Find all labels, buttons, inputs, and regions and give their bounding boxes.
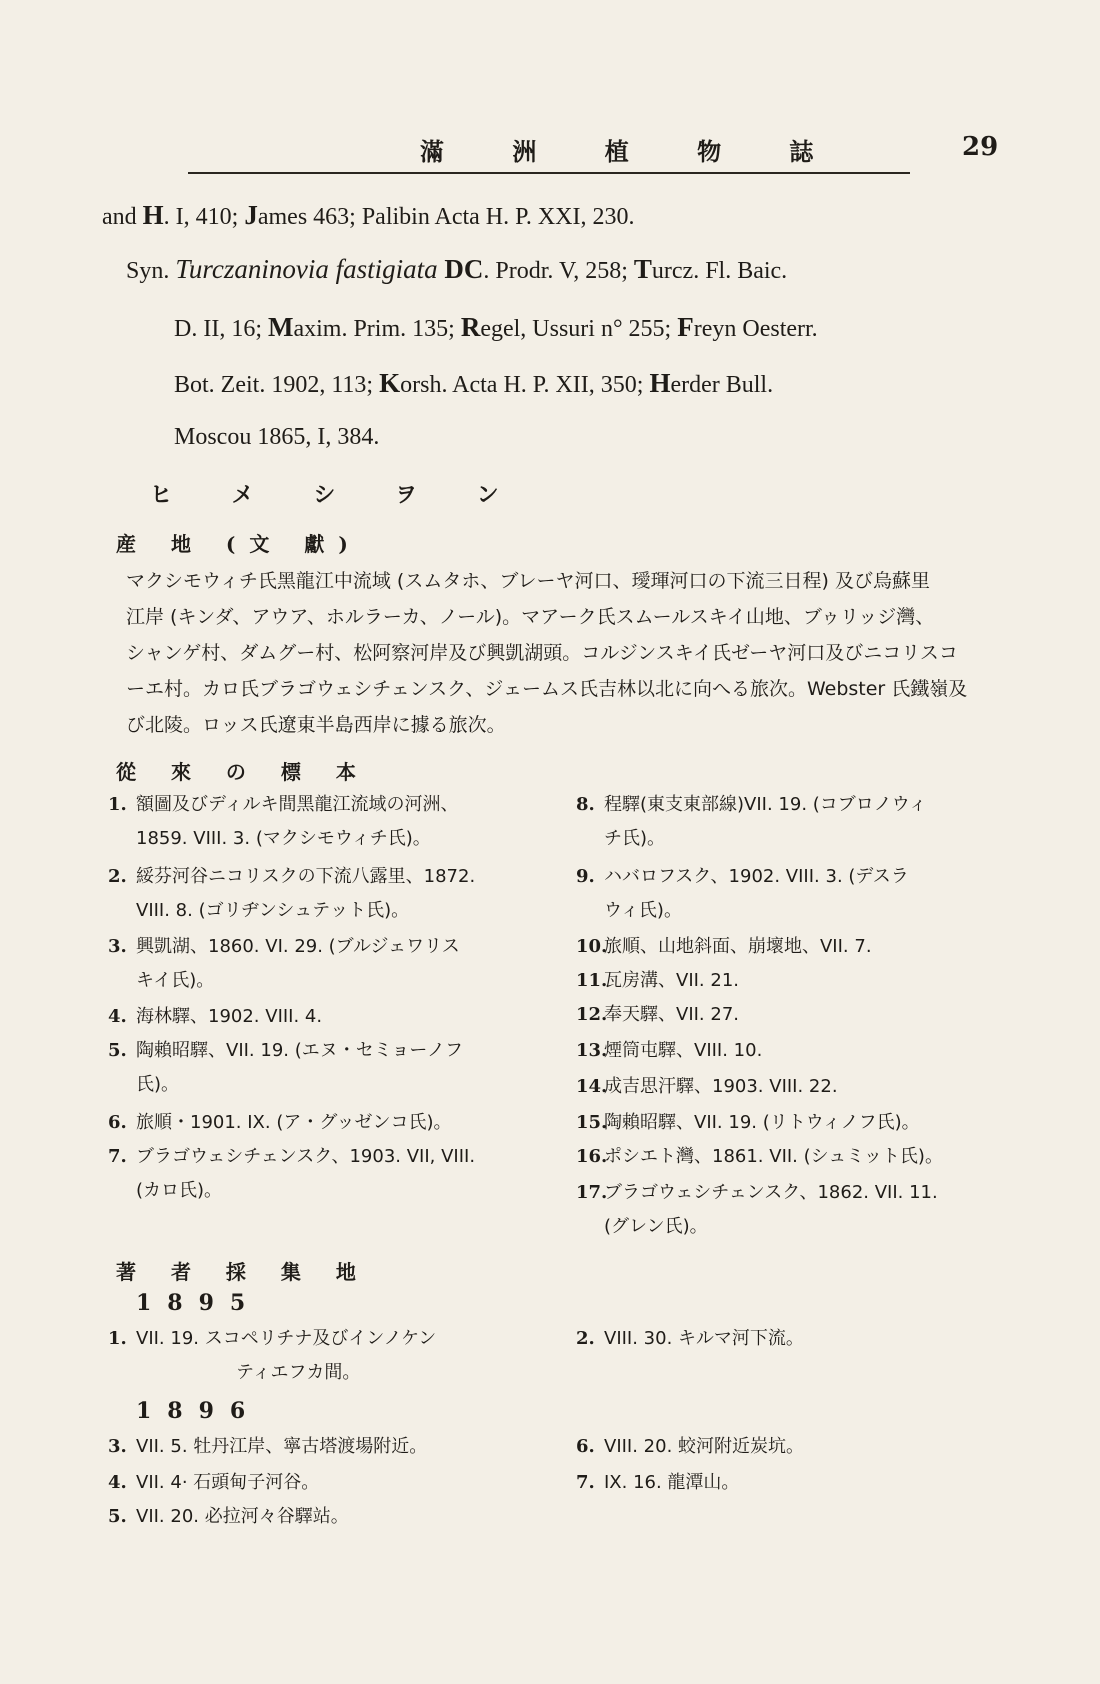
habitat-line: び北陵。ロッス氏遼東半島西岸に據る旅次。 — [126, 714, 506, 736]
specimen-item: 5. 陶賴昭驛、VII. 19. (エヌ・セミョーノフ 氏)。 — [108, 1040, 464, 1095]
header-rule — [188, 172, 910, 174]
site-item: 6. VIII. 20. 蛟河附近炭坑。 — [576, 1436, 805, 1457]
specimen-item: 7. ブラゴウェシチェンスク、1903. VII, VIII. (カロ氏)。 — [108, 1146, 476, 1201]
specimen-item: 16.ポシエト灣、1861. VII. (シュミット氏)。 — [576, 1146, 943, 1167]
specimen-item: 13.煙筒屯驛、VIII. 10. — [576, 1040, 763, 1061]
habitat-line: ーエ村。カロ氏ブラゴウェシチェンスク、ジェームス氏吉林以北に向へる旅次。Webster 氏鐵嶺及 — [126, 678, 968, 700]
year-1895: 1895 — [136, 1290, 262, 1316]
habitat-heading: 産 地 (文 獻) — [116, 532, 362, 556]
running-title: 滿 洲 植 物 誌 — [420, 137, 844, 166]
specimen-item: 9. ハバロフスク、1902. VIII. 3. (デスラ ウィ氏)。 — [576, 866, 909, 921]
specimen-item: 8. 程驛(東支東部線)VII. 19. (コブロノウィ チ氏)。 — [576, 794, 927, 849]
site-item: 5. VII. 20. 必拉河々谷驛站。 — [108, 1506, 349, 1527]
synonymy-line-4: Bot. Zeit. 1902, 113; Korsh. Acta H. P. XII, 350; Herder Bull. — [174, 368, 774, 398]
specimen-item: 1. 額圖及びディルキ間黑龍江流域の河洲、 1859. VIII. 3. (マクシモウィチ氏)。 — [108, 794, 459, 849]
specimen-item: 15.陶賴昭驛、VII. 19. (リトウィノフ氏)。 — [576, 1112, 920, 1133]
site-item: 2. VIII. 30. キルマ河下流。 — [576, 1328, 804, 1349]
author-sites-heading: 著 者 採 集 地 — [116, 1260, 370, 1284]
synonymy-line-5: Moscou 1865, I, 384. — [174, 424, 380, 450]
habitat-line: マクシモウィチ氏黑龍江中流域 (スムタホ、ブレーヤ河口、璦琿河口の下流三日程) 及び烏蘇里 — [126, 570, 931, 592]
synonym-name: Turczaninovia fastigiata — [175, 254, 438, 284]
specimen-item: 11.瓦房溝、VII. 21. — [576, 970, 739, 991]
site-item: 1. VII. 19. スコペリチナ及びインノケン ティエフカ間。 — [108, 1328, 437, 1383]
site-item: 3. VII. 5. 牡丹江岸、寧古塔渡場附近。 — [108, 1436, 428, 1457]
year-1896: 1896 — [136, 1398, 262, 1424]
specimen-item: 10.旅順、山地斜面、崩壞地、VII. 7. — [576, 936, 872, 957]
specimen-item: 6. 旅順・1901. IX. (ア・グッゼンコ氏)。 — [108, 1112, 452, 1133]
site-item: 7. IX. 16. 龍潭山。 — [576, 1472, 740, 1493]
specimen-item: 17.ブラゴウェシチェンスク、1862. VII. 11. (グレン氏)。 — [576, 1182, 938, 1237]
specimens-heading: 從 來 の 標 本 — [116, 760, 370, 784]
page-number: 29 — [962, 132, 999, 162]
japanese-name: ヒ メ シ ヲ ン — [150, 482, 525, 508]
synonymy-line-2: Syn. Turczaninovia fastigiata DC. Prodr. V, 258; Turcz. Fl. Baic. — [126, 254, 788, 284]
specimen-item: 3. 興凱湖、1860. VI. 29. (ブルジェワリス キイ氏)。 — [108, 936, 460, 991]
synonymy-line-3: D. II, 16; Maxim. Prim. 135; Regel, Ussuri n° 255; Freyn Oesterr. — [174, 312, 818, 342]
specimen-item: 12.奉天驛、VII. 27. — [576, 1004, 739, 1025]
specimen-item: 2. 綏芬河谷ニコリスクの下流八露里、1872. VIII. 8. (ゴリヂンシュテット氏)。 — [108, 866, 476, 921]
site-item: 4. VII. 4· 石頭甸子河谷。 — [108, 1472, 320, 1493]
habitat-line: 江岸 (キンダ、アウア、ホルラーカ、ノール)。マアーク氏スムールスキイ山地、ブゥリッジ灣、 — [126, 606, 935, 628]
specimen-item: 4. 海林驛、1902. VIII. 4. — [108, 1006, 323, 1027]
synonymy-line-1: and H. I, 410; James 463; Palibin Acta H. P. XXI, 230. — [102, 200, 635, 230]
habitat-line: シャンゲ村、ダムグー村、松阿察河岸及び興凱湖頭。コルジンスキイ氏ゼーヤ河口及びニコリスコ — [126, 642, 958, 664]
specimen-item: 14.成吉思汗驛、1903. VIII. 22. — [576, 1076, 838, 1097]
